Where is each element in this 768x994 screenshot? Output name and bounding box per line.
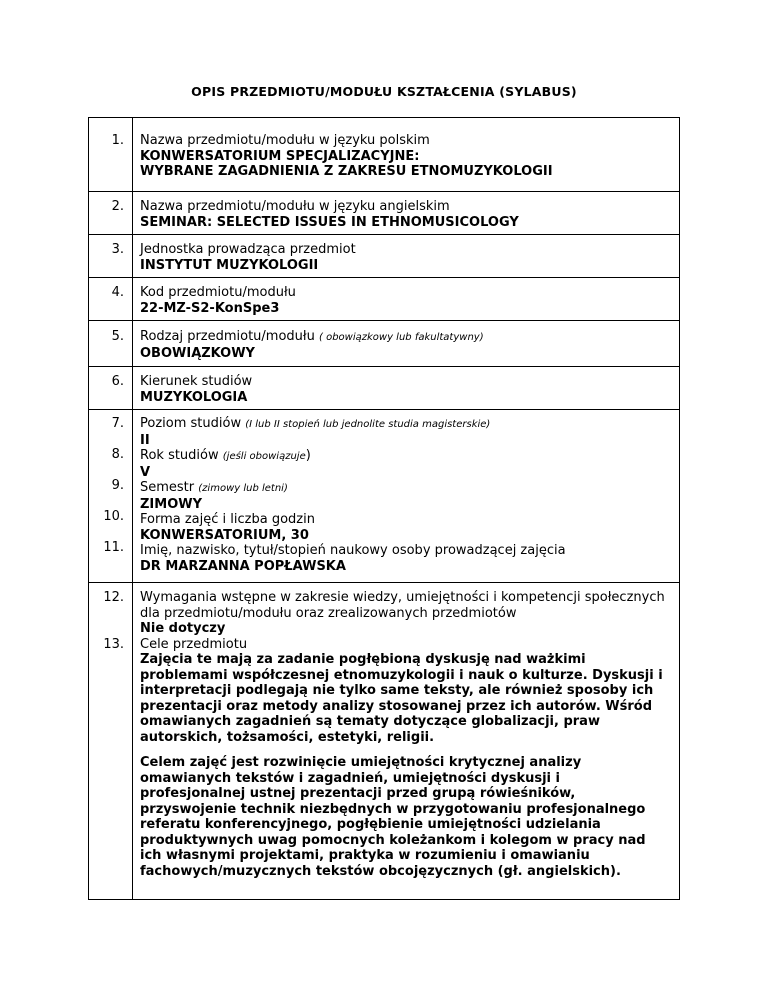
row-value: SEMINAR: SELECTED ISSUES IN ETHNOMUSICOLOGY [140, 214, 519, 230]
row-value: 22-MZ-S2-KonSpe3 [140, 300, 280, 316]
document-title: OPIS PRZEDMIOTU/MODUŁU KSZTAŁCENIA (SYLABUS) [191, 84, 577, 99]
table-row [88, 367, 680, 410]
row-number: 12. [103, 590, 124, 605]
row-label: Poziom studiów [140, 416, 242, 431]
row-number: 10. [103, 509, 124, 524]
row-number: 8. [111, 447, 124, 462]
syllabus-table [88, 117, 680, 900]
row-hint: (jeśli obowiązuje [222, 451, 306, 462]
table-row [88, 192, 680, 235]
row-number: 3. [111, 242, 124, 257]
row-label: Jednostka prowadząca przedmiot [140, 242, 356, 257]
row-number: 2. [111, 199, 124, 214]
row-label: Kierunek studiów [140, 374, 253, 389]
row-label-suffix: ) [305, 448, 311, 463]
row-hint: (zimowy lub letni) [198, 483, 288, 494]
row-label: Semestr [140, 480, 195, 495]
row-label: Forma zajęć i liczba godzin [140, 512, 315, 527]
row-value: KONWERSATORIUM, 30 [140, 527, 309, 543]
row-label: Cele przedmiotu [140, 636, 248, 652]
row-number: 5. [111, 329, 124, 344]
table-row-group [88, 583, 680, 900]
row-value: ZIMOWY [140, 496, 203, 512]
row-label: Kod przedmiotu/modułu [140, 285, 296, 300]
row-label: dla przedmiotu/modułu oraz zrealizowanych przedmiotów [140, 605, 517, 621]
objectives-paragraph-1: Zajęcia te mają za zadanie pogłębioną dyskusję nad ważkimi problemami współczesnej etnomuzykologii i nauk o kulturze. Dyskusji i interpretacji podlegają nie tylko same teksty, ale również sposoby ich prezentacji oraz metody analizy stosowanej przez ich autorów. Wśród omawianych zagadnień są tematy dotyczące globalizacji, praw autorskich, tożsamości, estetyki, religii. [140, 652, 663, 745]
row-value: II [140, 432, 150, 448]
row-number: 7. [111, 416, 124, 431]
row-label: Imię, nazwisko, tytuł/stopień naukowy osoby prowadzącej zajęcia [140, 543, 566, 558]
table-row [88, 321, 680, 367]
table-row [88, 118, 680, 192]
row-value: OBOWIĄZKOWY [140, 345, 255, 361]
row-label: Nazwa przedmiotu/modułu w języku polskim [140, 133, 430, 148]
row-value: INSTYTUT MUZYKOLOGII [140, 257, 319, 273]
row-value: Nie dotyczy [140, 621, 226, 636]
table-row-group [88, 410, 680, 583]
row-number: 9. [111, 478, 124, 493]
row-number: 13. [103, 637, 124, 652]
row-number: 1. [111, 133, 124, 148]
row-hint: ( obowiązkowy lub fakultatywny) [319, 332, 484, 343]
row-value: DR MARZANNA POPŁAWSKA [140, 558, 346, 574]
table-row [88, 278, 680, 321]
row-value: MUZYKOLOGIA [140, 389, 248, 405]
row-label: Rodzaj przedmiotu/modułu [140, 329, 315, 344]
row-label: Rok studiów [140, 448, 219, 463]
row-value: KONWERSATORIUM SPECJALIZACYJNE: [140, 148, 420, 164]
row-hint: (I lub II stopień lub jednolite studia magisterskie) [245, 419, 491, 430]
row-label: Wymagania wstępne w zakresie wiedzy, umiejętności i kompetencji społecznych [140, 590, 665, 605]
row-label: Nazwa przedmiotu/modułu w języku angielskim [140, 199, 450, 214]
objectives-paragraph-2: Celem zajęć jest rozwinięcie umiejętności krytycznej analizy omawianych tekstów i zagadnień, umiejętności dyskusji i profesjonalnej ustnej prezentacji przed grupą rówieśników, przyswojenie technik niezbędnych w przygotowaniu profesjonalnego referatu konferencyjnego, pogłębienie umiejętności udzielania produktywnych uwag pomocnych koleżankom i kolegom w pracy nad ich własnymi projektami, praktyka w rozumieniu i omawianiu fachowych/muzycznych tekstów obcojęzycznych (gł. angielskich). [140, 755, 646, 879]
row-number: 4. [111, 285, 124, 300]
row-value: WYBRANE ZAGADNIENIA Z ZAKRESU ETNOMUZYKOLOGII [140, 164, 553, 179]
row-value: V [140, 464, 151, 480]
row-number: 11. [103, 540, 124, 555]
row-number: 6. [111, 374, 124, 389]
table-row [88, 235, 680, 278]
